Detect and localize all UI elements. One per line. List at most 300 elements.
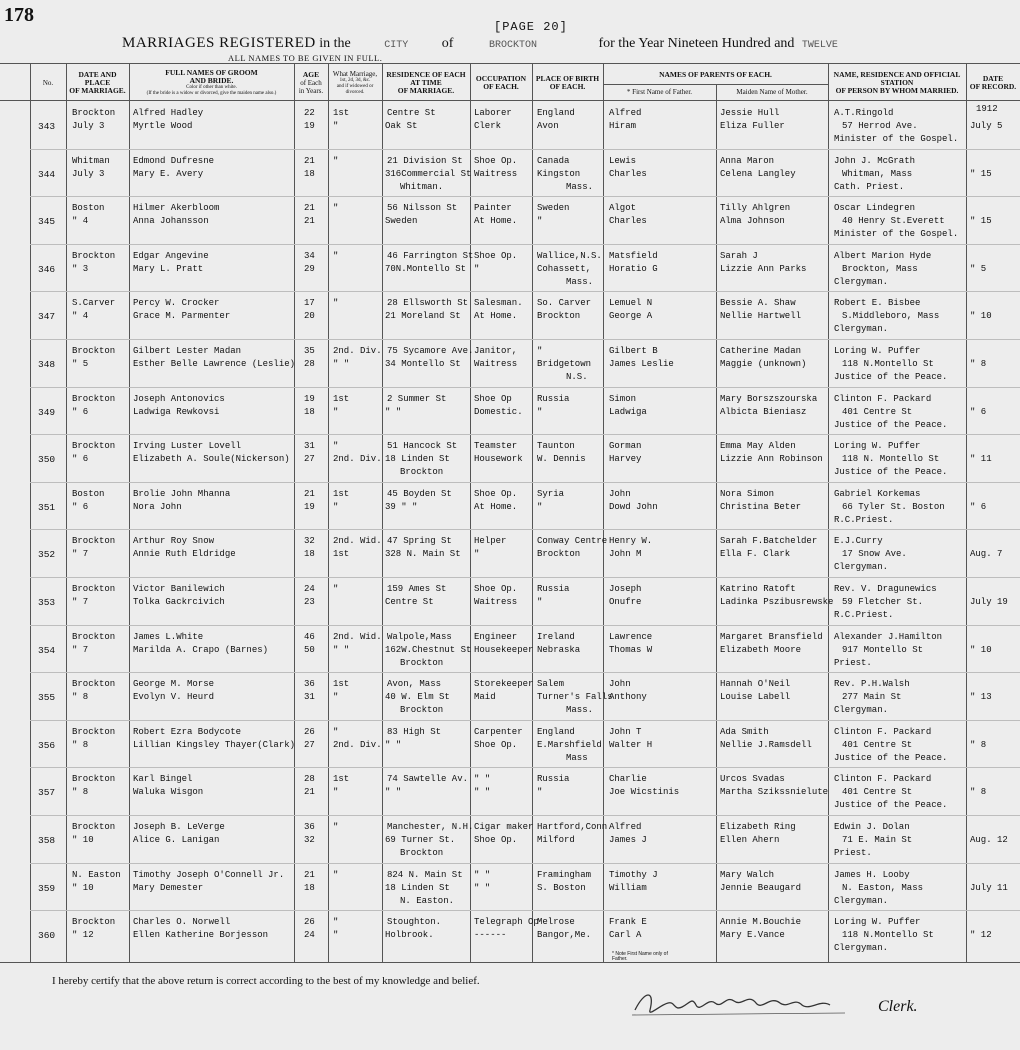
groom-residence: Centre St — [387, 108, 436, 118]
groom-father: John T — [609, 726, 642, 737]
groom-father: Matsfield — [609, 250, 658, 261]
bride-occupation: At Home. — [474, 311, 518, 322]
bride-father: Carl A — [609, 930, 642, 941]
col-header-parents: NAMES OF PARENTS OF EACH. — [659, 70, 772, 79]
groom-birthplace: England — [537, 108, 575, 118]
bride-marriage-number: " — [333, 787, 339, 798]
groom-name: Edmond Dufresne — [133, 155, 215, 166]
bride-residence: " " — [385, 739, 402, 750]
bride-age: 50 — [304, 644, 315, 655]
groom-occupation: Janitor, — [474, 346, 518, 356]
col-header-names: FULL NAMES OF GROOM AND BRIDE. Color if other than white. (If the bride is a widow or divorced, give the maiden name also.) — [146, 68, 277, 96]
groom-mother: Anna Maron — [720, 155, 775, 166]
bride-residence: 18 Linden St — [385, 882, 450, 893]
bride-residence: Holbrook. — [385, 930, 434, 941]
subtitle: ALL NAMES TO BE GIVEN IN FULL. — [228, 53, 383, 63]
marriage-place: Brockton — [72, 346, 116, 356]
officiant-residence: 59 Fletcher St. — [842, 597, 924, 607]
bride-occupation: Waitress — [474, 597, 518, 607]
marriage-place: S.Carver — [72, 298, 116, 309]
bride-marriage-number: " — [333, 692, 339, 703]
col-divider — [966, 64, 967, 962]
groom-mother: Margaret Bransfield — [720, 631, 823, 642]
groom-occupation: Helper — [474, 536, 507, 547]
bride-father: John M — [609, 549, 642, 560]
bride-occupation: Shoe Op. — [474, 739, 518, 750]
marriage-place: Brockton — [72, 393, 116, 404]
groom-age: 21 — [304, 203, 315, 214]
bride-occupation: " — [474, 263, 480, 274]
bride-name: Anna Johansson — [133, 216, 209, 227]
bride-mother: Nellie Hartwell — [720, 311, 802, 322]
bride-mother: Albicta Bieniasz — [720, 406, 807, 417]
signature-title: Clerk. — [878, 998, 918, 1015]
marriage-date: " 4 — [72, 311, 89, 322]
groom-residence: 2 Summer St — [387, 393, 447, 404]
groom-mother: Katrino Ratoft — [720, 584, 796, 594]
groom-mother: Mary Borszszourska — [720, 393, 818, 404]
groom-marriage-number: 1st — [333, 679, 350, 690]
record-number: 344 — [38, 168, 56, 180]
groom-age: 21 — [304, 869, 315, 880]
groom-occupation: Salesman. — [474, 298, 523, 309]
bride-name: Tolka Gackrcivich — [133, 597, 225, 607]
record-date: " 5 — [970, 263, 987, 274]
bride-age: 19 — [304, 121, 315, 131]
groom-occupation: " " — [474, 774, 491, 785]
officiant-station: Justice of the Peace. — [834, 419, 948, 430]
bride-father: Thomas W — [609, 644, 653, 655]
marriage-place: Brockton — [72, 584, 116, 594]
residence-extra: N. Easton. — [400, 895, 455, 906]
title-place: BROCKTON — [488, 40, 537, 51]
bride-father: Anthony — [609, 692, 647, 703]
bride-residence: 328 N. Main St — [385, 549, 461, 560]
bride-age: 18 — [304, 168, 315, 179]
officiant-station: Justice of the Peace. — [834, 467, 948, 478]
col-divider — [66, 64, 67, 962]
groom-name: Brolie John Mhanna — [133, 488, 231, 499]
bride-name: Mary E. Avery — [133, 168, 204, 179]
officiant-station: Justice of the Peace. — [834, 800, 948, 811]
row-divider — [30, 482, 1020, 483]
groom-father: Simon — [609, 393, 637, 404]
bride-birthplace: Avon — [537, 121, 559, 131]
bride-birthplace: E.Marshfield — [537, 739, 602, 750]
officiant-station: Clergyman. — [834, 276, 889, 287]
record-number: 346 — [38, 263, 56, 275]
bride-birthplace: Cohassett, — [537, 263, 592, 274]
bride-age: 24 — [304, 930, 315, 941]
row-divider — [30, 291, 1020, 292]
groom-residence: Avon, Mass — [387, 679, 442, 690]
groom-residence: 159 Ames St — [387, 584, 447, 594]
title-in-the: in the — [319, 36, 351, 51]
bride-name: Mary Demester — [133, 882, 204, 893]
groom-birthplace: England — [537, 726, 575, 737]
record-date: " 8 — [970, 739, 987, 750]
groom-mother: Tilly Ahlgren — [720, 203, 791, 214]
officiant-name: Clinton F. Packard — [834, 393, 932, 404]
groom-mother: Urcos Svadas — [720, 774, 785, 785]
birthplace-extra: Mass. — [566, 705, 594, 716]
col-header-record-date: DATE OF RECORD. — [969, 74, 1017, 91]
bride-mother: Christina Beter — [720, 501, 802, 512]
groom-name: George M. Morse — [133, 679, 215, 690]
bride-name: Evolyn V. Heurd — [133, 692, 215, 703]
officiant-name: John J. McGrath — [834, 155, 916, 166]
groom-occupation: Shoe Op. — [474, 155, 518, 166]
groom-name: Arthur Roy Snow — [133, 536, 215, 547]
groom-occupation: Telegraph Op — [474, 917, 539, 928]
groom-occupation: Teamster — [474, 441, 518, 452]
row-divider — [30, 910, 1020, 911]
bride-occupation: Housework — [474, 454, 523, 465]
groom-birthplace: Melrose — [537, 917, 575, 928]
marriage-date: " 10 — [72, 835, 94, 845]
officiant-residence: 118 N.Montello St — [842, 930, 934, 941]
bride-residence: 21 Moreland St — [385, 311, 461, 322]
record-number: 353 — [38, 597, 56, 608]
bride-name: Esther Belle Lawrence (Leslie) — [133, 359, 296, 369]
bride-name: Annie Ruth Eldridge — [133, 549, 236, 560]
row-divider — [30, 339, 1020, 340]
marriage-date: July 3 — [72, 121, 105, 131]
officiant-residence: Brockton, Mass — [842, 263, 918, 274]
groom-father: John — [609, 679, 631, 690]
groom-marriage-number: " — [333, 726, 339, 737]
groom-mother: Jessie Hull — [720, 108, 780, 118]
groom-age: 19 — [304, 393, 315, 404]
bride-birthplace: " — [537, 597, 543, 607]
marriage-place: Brockton — [72, 631, 116, 642]
officiant-station: Minister of the Gospel. — [834, 229, 959, 240]
groom-marriage-number: " — [333, 203, 339, 214]
groom-mother: Emma May Alden — [720, 441, 796, 452]
bride-residence: Oak St — [385, 121, 418, 131]
birthplace-extra: Mass. — [566, 276, 594, 287]
bride-father: Walter H — [609, 739, 653, 750]
col-header-age: AGE of Each in Years. — [298, 70, 324, 95]
father-footnote: * Note First Name only of Father. — [612, 951, 668, 962]
marriage-place: Brockton — [72, 108, 116, 118]
groom-mother: Catherine Madan — [720, 346, 802, 356]
row-divider — [30, 577, 1020, 578]
bride-birthplace: Milford — [537, 835, 575, 845]
groom-mother: Nora Simon — [720, 488, 775, 499]
record-date: " 13 — [970, 692, 992, 703]
marriage-place: Boston — [72, 488, 105, 499]
groom-marriage-number: " — [333, 441, 339, 452]
bride-marriage-number: " — [333, 121, 339, 131]
groom-birthplace: Framingham — [537, 869, 592, 880]
groom-name: Edgar Angevine — [133, 250, 209, 261]
groom-mother: Bessie A. Shaw — [720, 298, 796, 309]
marriage-place: Brockton — [72, 250, 116, 261]
bride-residence: 18 Linden St — [385, 454, 450, 465]
row-divider — [30, 196, 1020, 197]
officiant-name: A.T.Ringold — [834, 108, 894, 118]
col-divider — [294, 64, 295, 962]
groom-father: Gilbert B — [609, 346, 658, 356]
bride-marriage-number: " — [333, 930, 339, 941]
groom-name: Gilbert Lester Madan — [133, 346, 242, 356]
marriage-date: " 8 — [72, 787, 89, 798]
residence-extra: Whitman. — [400, 181, 444, 192]
groom-marriage-number: " — [333, 822, 339, 832]
col-header-mother: Maiden Name of Mother. — [736, 88, 808, 96]
groom-residence: 51 Hancock St — [387, 441, 458, 452]
officiant-name: Robert E. Bisbee — [834, 298, 921, 309]
bride-name: Mary L. Pratt — [133, 263, 204, 274]
groom-residence: Manchester, N.H. — [387, 822, 474, 832]
officiant-residence: 66 Tyler St. Boston — [842, 501, 945, 512]
officiant-name: Loring W. Puffer — [834, 441, 921, 452]
bride-birthplace: " — [537, 501, 543, 512]
groom-marriage-number: 2nd. Wid. — [333, 536, 382, 547]
record-date: " 8 — [970, 359, 987, 369]
groom-occupation: Shoe Op. — [474, 250, 518, 261]
bride-mother: Celena Langley — [720, 168, 796, 179]
groom-name: Victor Banilewich — [133, 584, 225, 594]
table-bottom-border — [0, 962, 1020, 963]
groom-name: James L.White — [133, 631, 204, 642]
bride-residence: 39 " " — [385, 501, 418, 512]
groom-age: 46 — [304, 631, 315, 642]
groom-occupation: Shoe Op. — [474, 584, 518, 594]
officiant-station: Clergyman. — [834, 324, 889, 335]
record-number: 355 — [38, 692, 56, 704]
bride-marriage-number: " — [333, 501, 339, 512]
birthplace-extra: N.S. — [566, 372, 588, 382]
col-header-no: No. — [42, 79, 54, 87]
officiant-name: James H. Looby — [834, 869, 910, 880]
marriage-place: Brockton — [72, 536, 116, 547]
groom-marriage-number: " — [333, 298, 339, 309]
marriage-date: " 5 — [72, 359, 89, 369]
row-divider — [30, 720, 1020, 721]
marriage-date: " 8 — [72, 692, 89, 703]
groom-name: Timothy Joseph O'Connell Jr. — [133, 869, 285, 880]
record-number: 347 — [38, 311, 56, 323]
groom-birthplace: Canada — [537, 155, 570, 166]
groom-father: Frank E — [609, 917, 647, 928]
groom-birthplace: Hartford,Conn — [537, 822, 608, 832]
record-date: " 15 — [970, 168, 992, 179]
bride-name: Elizabeth A. Soule(Nickerson) — [133, 454, 290, 465]
officiant-name: E.J.Curry — [834, 536, 883, 547]
officiant-station: Clergyman. — [834, 943, 889, 954]
record-date: " 8 — [970, 787, 987, 798]
col-header-what-marriage: What Marriage, 1st, 2d, 3d, &c. and if widowed or divorced. — [332, 70, 378, 95]
groom-age: 31 — [304, 441, 315, 452]
marriage-place: Brockton — [72, 679, 116, 690]
groom-age: 22 — [304, 108, 315, 118]
bride-mother: Eliza Fuller — [720, 121, 785, 131]
residence-extra: Brockton — [400, 848, 444, 858]
officiant-station: Justice of the Peace. — [834, 372, 948, 382]
record-date: Aug. 7 — [970, 549, 1003, 560]
record-date: Aug. 12 — [970, 835, 1008, 845]
page-title — [122, 35, 838, 52]
groom-occupation: Shoe Op — [474, 393, 512, 404]
bride-mother: Alma Johnson — [720, 216, 785, 227]
bride-residence: 69 Turner St. — [385, 835, 456, 845]
col-header-occupation: OCCUPATION OF EACH. — [475, 74, 527, 91]
bride-occupation: At Home. — [474, 501, 518, 512]
groom-father: Algot — [609, 203, 637, 214]
bride-occupation: Domestic. — [474, 406, 523, 417]
marriage-place: Brockton — [72, 774, 116, 785]
record-number: 356 — [38, 739, 56, 751]
groom-name: Hilmer Akerbloom — [133, 203, 220, 214]
bride-birthplace: Nebraska — [537, 644, 581, 655]
col-divider — [716, 84, 717, 962]
groom-occupation: Carpenter — [474, 726, 523, 737]
groom-father: Charlie — [609, 774, 647, 785]
page-label: [PAGE 20] — [494, 20, 568, 34]
bride-father: Dowd John — [609, 501, 658, 512]
marriage-date: July 3 — [72, 168, 105, 179]
bride-name: Ladwiga Rewkovsi — [133, 406, 220, 417]
groom-occupation: Engineer — [474, 631, 518, 642]
bride-birthplace: Brockton — [537, 311, 581, 322]
bride-occupation: " — [474, 549, 480, 560]
officiant-residence: N. Easton, Mass — [842, 882, 924, 893]
groom-age: 26 — [304, 917, 315, 928]
officiant-residence: S.Middleboro, Mass — [842, 311, 940, 322]
bride-age: 28 — [304, 359, 315, 369]
groom-birthplace: Salem — [537, 679, 565, 690]
officiant-residence: 401 Centre St — [842, 739, 913, 750]
groom-marriage-number: 1st — [333, 108, 350, 118]
officiant-residence: 118 N.Montello St — [842, 359, 934, 369]
officiant-residence: 17 Snow Ave. — [842, 549, 907, 560]
bride-birthplace: W. Dennis — [537, 454, 586, 465]
marriage-date: " 6 — [72, 454, 89, 465]
bride-residence: 34 Montello St — [385, 359, 461, 369]
officiant-name: Clinton F. Packard — [834, 774, 932, 785]
page-number: 178 — [4, 4, 34, 26]
bride-residence: 40 W. Elm St — [385, 692, 450, 703]
bride-mother: Ella F. Clark — [720, 549, 791, 560]
groom-residence: 21 Division St — [387, 155, 463, 166]
bride-birthplace: " — [537, 406, 543, 417]
marriage-date: " 3 — [72, 263, 89, 274]
groom-birthplace: Russia — [537, 393, 570, 404]
groom-birthplace: " — [537, 346, 543, 356]
bride-age: 18 — [304, 882, 315, 893]
bride-marriage-number: 2nd. Div. — [333, 739, 382, 750]
record-date: " 6 — [970, 406, 987, 417]
bride-name: Nora John — [133, 501, 182, 512]
bride-occupation: At Home. — [474, 216, 518, 227]
bride-age: 31 — [304, 692, 315, 703]
groom-residence: Walpole,Mass — [387, 631, 452, 642]
title-of: of — [441, 36, 454, 51]
col-divider — [328, 64, 329, 962]
bride-father: Ladwiga — [609, 406, 647, 417]
bride-residence: " " — [385, 787, 402, 798]
groom-father: Lewis — [609, 155, 637, 166]
groom-name: Robert Ezra Bodycote — [133, 726, 242, 737]
groom-marriage-number: 1st — [333, 488, 350, 499]
officiant-residence: 40 Henry St.Everett — [842, 216, 945, 227]
record-number: 345 — [38, 216, 56, 228]
record-date: July 11 — [970, 882, 1008, 893]
groom-residence: 56 Nilsson St — [387, 203, 458, 214]
row-divider — [30, 434, 1020, 435]
bride-mother: Martha Szikssnielute — [720, 787, 829, 798]
title-year: TWELVE — [801, 40, 838, 51]
bride-mother: Elizabeth Moore — [720, 644, 802, 655]
record-number: 357 — [38, 787, 56, 799]
bride-occupation: Maid — [474, 692, 496, 703]
groom-marriage-number: " — [333, 869, 339, 880]
bride-name: Lillian Kingsley Thayer(Clark) — [133, 739, 296, 750]
marriage-date: " 7 — [72, 549, 89, 560]
groom-father: John — [609, 488, 631, 499]
residence-extra: Brockton — [400, 467, 444, 478]
col-divider — [828, 64, 829, 962]
groom-mother: Elizabeth Ring — [720, 822, 796, 832]
bride-age: 18 — [304, 549, 315, 560]
bride-residence: 70N.Montello St — [385, 263, 467, 274]
groom-marriage-number: " — [333, 155, 339, 166]
officiant-name: Rev. P.H.Walsh — [834, 679, 910, 690]
bride-name: Waluka Wisgon — [133, 787, 204, 798]
officiant-name: Edwin J. Dolan — [834, 822, 910, 832]
bride-mother: Jennie Beaugard — [720, 882, 802, 893]
bride-age: 21 — [304, 787, 315, 798]
groom-occupation: Shoe Op. — [474, 488, 518, 499]
bride-age: 19 — [304, 501, 315, 512]
groom-name: Karl Bingel — [133, 774, 193, 785]
residence-extra: Brockton — [400, 705, 444, 716]
bride-mother: Lizzie Ann Parks — [720, 263, 807, 274]
bride-name: Grace M. Parmenter — [133, 311, 231, 322]
bride-mother: Nellie J.Ramsdell — [720, 739, 812, 750]
record-date: July 19 — [970, 597, 1008, 607]
col-header-father: * First Name of Father. — [626, 88, 693, 96]
groom-father: Alfred — [609, 108, 642, 118]
bride-residence: 162W.Chestnut St — [385, 644, 472, 655]
birthplace-extra: Mass. — [566, 181, 594, 192]
bride-name: Marilda A. Crapo (Barnes) — [133, 644, 269, 655]
bride-father: Charles — [609, 216, 647, 227]
groom-mother: Mary Walch — [720, 869, 775, 880]
bride-occupation: Shoe Op. — [474, 835, 518, 845]
groom-marriage-number: 1st — [333, 774, 350, 785]
marriage-place: Whitman — [72, 155, 110, 166]
officiant-station: R.C.Priest. — [834, 610, 894, 620]
groom-mother: Hannah O'Neil — [720, 679, 791, 690]
bride-birthplace: Turner's Falls — [537, 692, 613, 703]
bride-birthplace: Bangor,Me. — [537, 930, 592, 941]
col-divider — [129, 64, 130, 962]
col-divider — [30, 64, 31, 962]
bride-age: 27 — [304, 739, 315, 750]
row-divider — [30, 529, 1020, 530]
row-divider — [30, 387, 1020, 388]
bride-birthplace: " — [537, 787, 543, 798]
marriage-date: " 7 — [72, 597, 89, 607]
groom-father: Timothy J — [609, 869, 658, 880]
groom-mother: Sarah J — [720, 250, 758, 261]
officiant-residence: 57 Herrod Ave. — [842, 121, 918, 131]
groom-residence: 824 N. Main St — [387, 869, 463, 880]
row-divider — [30, 767, 1020, 768]
